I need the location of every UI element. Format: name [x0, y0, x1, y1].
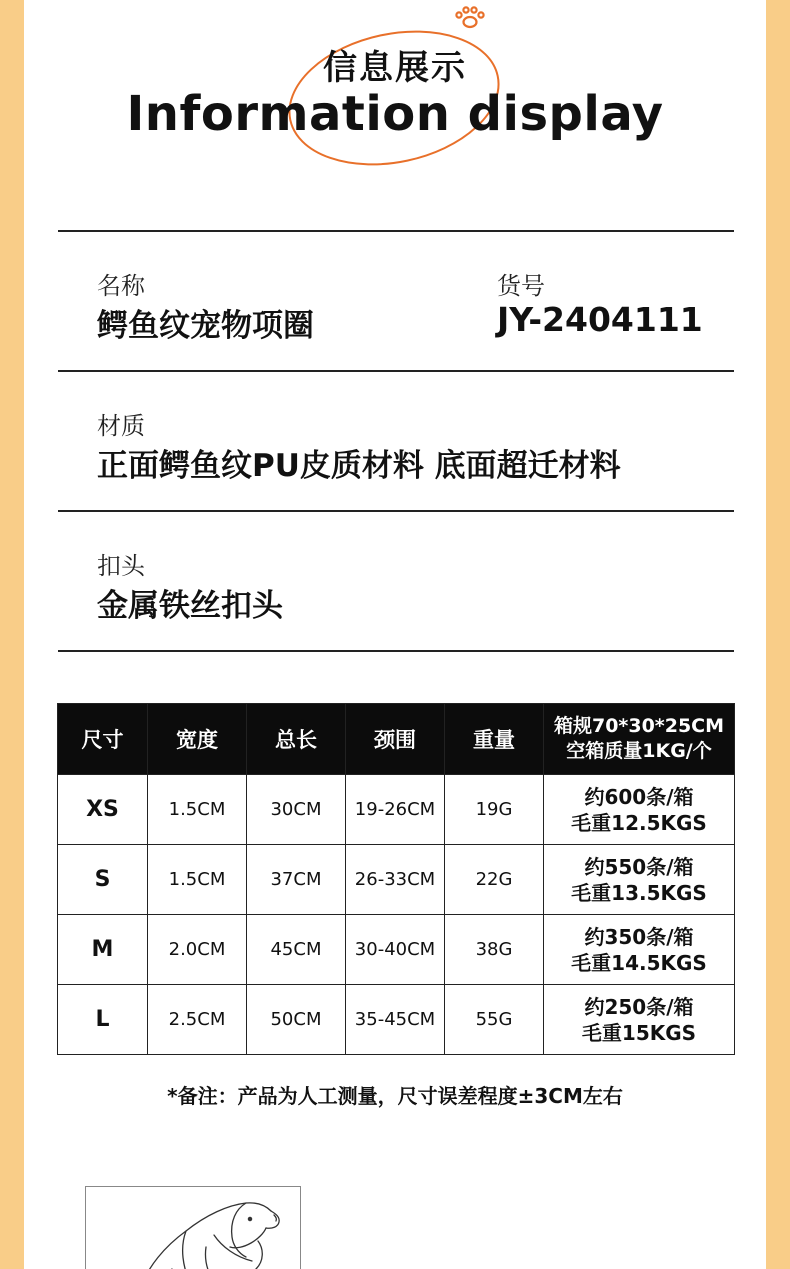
header-packing: [544, 704, 735, 775]
measurement-note: *备注：产品为人工测量，尺寸误差程度±3CM左右: [167, 1084, 623, 1108]
cell-size: XS: [58, 775, 148, 845]
table-row: [58, 845, 735, 915]
header-width: 宽度: [148, 704, 247, 775]
table-row: [58, 915, 735, 985]
page-title-en: Information display: [126, 86, 664, 142]
cell-weight: 38G: [445, 915, 544, 985]
dog-line-drawing-icon: [86, 1187, 300, 1269]
cell-length: 50CM: [247, 985, 346, 1055]
header-length: 总长: [247, 704, 346, 775]
table-row: [58, 985, 735, 1055]
packing-qty: 约600条/箱: [584, 784, 694, 809]
cell-width: 2.5CM: [148, 985, 247, 1055]
info-panel: [24, 0, 766, 1269]
cell-packing: [544, 985, 735, 1055]
cell-size: S: [58, 845, 148, 915]
divider: [58, 650, 734, 652]
cell-width: 1.5CM: [148, 775, 247, 845]
cell-length: 45CM: [247, 915, 346, 985]
cell-length: 30CM: [247, 775, 346, 845]
packing-qty: 约550条/箱: [584, 854, 694, 879]
packing-gross: 毛重14.5KGS: [571, 950, 707, 975]
divider: [58, 230, 734, 232]
page-title-cn: 信息展示: [323, 48, 467, 88]
cell-weight: 19G: [445, 775, 544, 845]
cell-neck: 19-26CM: [346, 775, 445, 845]
packing-gross: 毛重15KGS: [581, 1020, 697, 1045]
header-packing-line2: 空箱质量1KG/个: [566, 740, 712, 762]
cell-packing: [544, 775, 735, 845]
packing-gross: 毛重12.5KGS: [571, 810, 707, 835]
cell-size: M: [58, 915, 148, 985]
cell-width: 2.0CM: [148, 915, 247, 985]
table-header-row: [58, 704, 735, 775]
dog-illustration: [85, 1186, 301, 1269]
material-label: 材质: [97, 412, 145, 440]
header-neck: 颈围: [346, 704, 445, 775]
code-label: 货号: [497, 272, 545, 300]
paw-icon: [456, 7, 483, 27]
cell-width: 1.5CM: [148, 845, 247, 915]
divider: [58, 510, 734, 512]
buckle-label: 扣头: [97, 552, 145, 580]
table-row: [58, 775, 735, 845]
cell-weight: 55G: [445, 985, 544, 1055]
name-label: 名称: [97, 272, 145, 300]
cell-neck: 30-40CM: [346, 915, 445, 985]
cell-neck: 26-33CM: [346, 845, 445, 915]
name-value: 鳄鱼纹宠物项圈: [97, 308, 314, 344]
divider: [58, 370, 734, 372]
header-size: 尺寸: [58, 704, 148, 775]
size-table: [57, 703, 735, 1055]
cell-length: 37CM: [247, 845, 346, 915]
material-value: 正面鳄鱼纹PU皮质材料 底面超迁材料: [97, 448, 621, 484]
header-weight: 重量: [445, 704, 544, 775]
cell-packing: [544, 915, 735, 985]
cell-size: L: [58, 985, 148, 1055]
cell-packing: [544, 845, 735, 915]
cell-neck: 35-45CM: [346, 985, 445, 1055]
cell-weight: 22G: [445, 845, 544, 915]
header-packing-line1: 箱规70*30*25CM: [553, 715, 725, 737]
code-value: JY-2404111: [497, 300, 703, 339]
packing-gross: 毛重13.5KGS: [571, 880, 707, 905]
packing-qty: 约350条/箱: [584, 924, 694, 949]
buckle-value: 金属铁丝扣头: [97, 588, 283, 624]
packing-qty: 约250条/箱: [584, 994, 694, 1019]
